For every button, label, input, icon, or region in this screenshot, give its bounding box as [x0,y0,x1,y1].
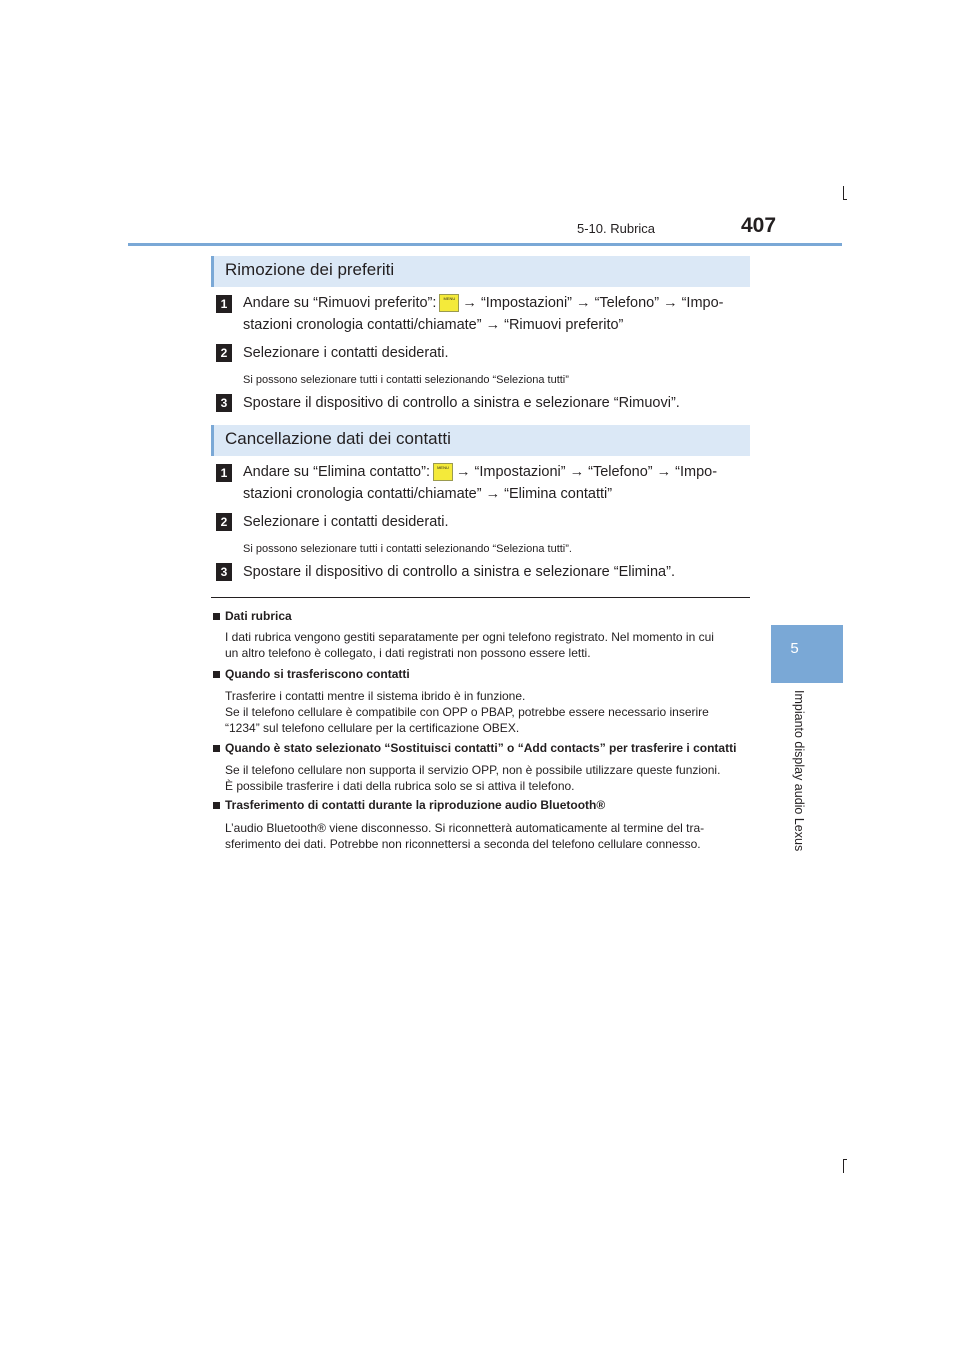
menu-button-icon: MENU [439,294,459,312]
note-line: sferimento dei dati. Potrebbe non riconnettersi a seconda del telefono cellulare connesso. [225,837,701,851]
step-number: 3 [216,394,232,412]
note-title-text: Quando si trasferiscono contatti [225,667,410,681]
note-line: L’audio Bluetooth® viene disconnesso. Si riconnetterà automaticamente al termine del tra- [225,821,705,835]
crop-mark-bottom-foot [843,1159,847,1160]
page-number: 407 [741,214,777,237]
note-line: Trasferire i contatti mentre il sistema ibrido è in funzione. [225,689,526,703]
step-text: Spostare il dispositivo di controllo a sinistra e selezionare “Elimina”. [243,564,675,580]
note-title-text: Trasferimento di contatti durante la riproduzione audio Bluetooth® [225,798,606,812]
section-heading-text: Rimozione dei preferiti [225,260,395,279]
step-text [243,292,753,336]
step-note: Si possono selezionare tutti i contatti selezionando “Seleziona tutti” [243,374,569,386]
step-text-part: Andare su “Rimuovi preferito”: [243,295,437,311]
step-text-part: → “Impostazioni” → “Telefono” → “Impo- [455,464,718,480]
note-line: Se il telefono cellulare è compatibile con OPP o PBAP, potrebbe essere necessario inserire [225,705,709,719]
crop-mark-top [843,186,844,200]
menu-button-icon: MENU [433,463,453,481]
step-text: Spostare il dispositivo di controllo a sinistra e selezionare “Rimuovi”. [243,395,680,411]
note-line: Se il telefono cellulare non supporta il servizio OPP, non è possibile utilizzare queste funzioni. [225,763,721,777]
square-bullet-icon [213,802,220,809]
step-note: Si possono selezionare tutti i contatti selezionando “Seleziona tutti”. [243,543,572,555]
note-title-text: Quando è stato selezionato “Sostituisci contatti” o “Add contacts” per trasferire i contatti [225,741,737,755]
note-body [225,629,748,661]
note-body [225,762,748,794]
notes-divider [211,597,750,598]
note-body [225,820,748,852]
note-title [213,741,736,755]
chapter-number: 5 [790,640,799,657]
note-title [213,609,292,623]
step-number: 1 [216,464,232,482]
note-line: un altro telefono è collegato, i dati registrati non possono essere letti. [225,646,591,660]
step-text: Selezionare i contatti desiderati. [243,345,449,361]
square-bullet-icon [213,613,220,620]
step-text: Selezionare i contatti desiderati. [243,514,449,530]
section-heading-rimozione [211,256,750,287]
note-title [213,667,410,681]
note-title-text: Dati rubrica [225,609,292,623]
step-number: 2 [216,513,232,531]
step-number: 3 [216,563,232,581]
crop-mark-bottom [843,1159,844,1173]
square-bullet-icon [213,745,220,752]
note-body [225,688,748,736]
step-number: 1 [216,295,232,313]
crop-mark-top-foot [843,199,847,200]
step-text-line2: stazioni cronologia contatti/chiamate” → “Rimuovi preferito” [243,317,624,333]
note-line: I dati rubrica vengono gestiti separatamente per ogni telefono registrato. Nel momento in cui [225,630,714,644]
note-title [213,798,605,812]
step-number: 2 [216,344,232,362]
note-line: È possibile trasferire i dati della rubrica solo se si attiva il telefono. [225,779,575,793]
section-heading-text: Cancellazione dati dei contatti [225,429,451,448]
chapter-label: Impianto display audio Lexus [792,690,806,852]
step-text-part: Andare su “Elimina contatto”: [243,464,430,480]
header-section-title: 5-10. Rubrica [577,221,656,236]
note-line: “1234” sul telefono cellulare per la certificazione OBEX. [225,721,520,735]
step-text-line2: stazioni cronologia contatti/chiamate” → “Elimina contatti” [243,486,613,502]
step-text [243,461,753,505]
section-heading-cancellazione [211,425,750,456]
header-rule [128,243,842,246]
square-bullet-icon [213,671,220,678]
step-text-part: → “Impostazioni” → “Telefono” → “Impo- [462,295,724,311]
